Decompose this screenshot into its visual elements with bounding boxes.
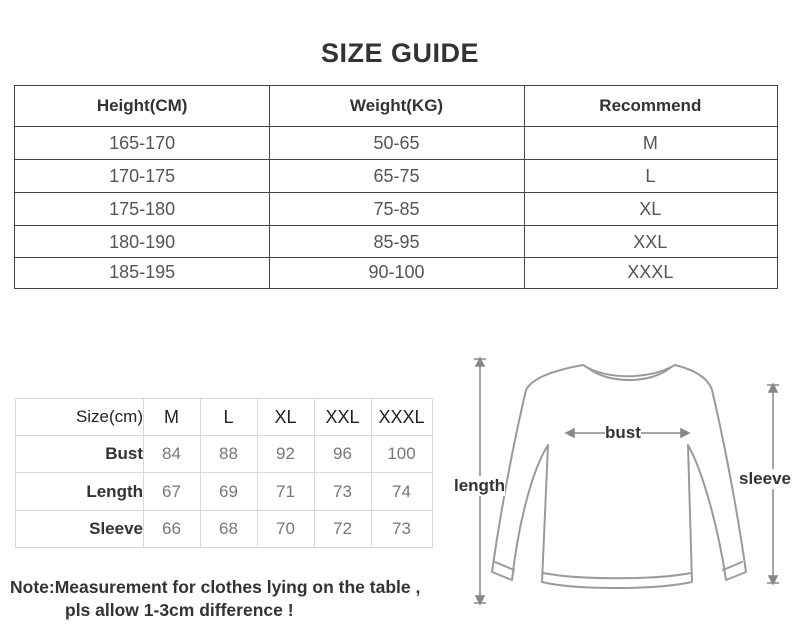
- measure-value: 72: [333, 519, 352, 538]
- weight-cell: 50-65: [373, 132, 420, 153]
- measurement-note: [10, 576, 420, 622]
- measure-value: 70: [276, 519, 295, 538]
- measure-value: 68: [219, 519, 238, 538]
- measure-value: 88: [219, 444, 238, 463]
- weight-cell: 90-100: [368, 262, 425, 282]
- measure-value: 74: [392, 482, 411, 501]
- measure-value: 84: [162, 444, 181, 463]
- shirt-measurement-diagram: [440, 350, 800, 610]
- height-cell: 165-170: [109, 132, 176, 153]
- row-label: Bust: [105, 444, 143, 463]
- weight-cell: 65-75: [373, 165, 420, 186]
- size-header-label: Size(cm): [75, 407, 143, 426]
- height-cell: 170-175: [109, 165, 176, 186]
- height-cell: 185-195: [109, 262, 176, 282]
- recommend-cell: XXXL: [627, 262, 674, 282]
- measure-value: 73: [333, 482, 352, 501]
- header-height: Height(CM): [96, 96, 188, 115]
- table-row: [15, 193, 777, 225]
- row-label: Length: [86, 482, 143, 501]
- measure-value: 73: [392, 519, 411, 538]
- measure-value: 69: [219, 482, 238, 501]
- note-line-2: pls allow 1-3cm difference !: [65, 600, 294, 620]
- recommend-cell: L: [645, 165, 656, 186]
- recommend-cell: XL: [639, 198, 662, 219]
- measure-value: 71: [276, 482, 295, 501]
- size-header-xxxl: XXXL: [378, 406, 425, 427]
- table-row: [15, 160, 777, 192]
- header-recommend: Recommend: [599, 96, 702, 115]
- table-row: [15, 258, 777, 287]
- measure-value: 100: [387, 444, 416, 463]
- table-row: [15, 127, 777, 159]
- measure-value: 67: [162, 482, 181, 501]
- size-header-xl: XL: [274, 406, 297, 427]
- weight-cell: 85-95: [373, 231, 420, 252]
- size-header-l: L: [223, 406, 234, 427]
- measure-value: 96: [333, 444, 352, 463]
- measure-row-length: [15, 473, 433, 511]
- table-header-row: [15, 86, 777, 126]
- measure-value: 66: [162, 519, 181, 538]
- measure-row-bust: [15, 435, 433, 473]
- measure-value: 92: [276, 444, 295, 463]
- size-header-xxl: XXL: [325, 406, 360, 427]
- sleeve-label: sleeve: [739, 469, 791, 488]
- page-title: SIZE GUIDE: [320, 38, 480, 68]
- note-line-1: Note:Measurement for clothes lying on the table ,: [10, 577, 421, 597]
- measurement-table: [15, 398, 433, 548]
- size-header-m: M: [164, 406, 179, 427]
- length-label: length: [454, 476, 505, 495]
- recommend-cell: M: [642, 132, 658, 153]
- measure-row-sleeve: [15, 510, 433, 548]
- header-weight: Weight(KG): [349, 96, 444, 115]
- height-cell: 180-190: [109, 231, 176, 252]
- size-recommend-table: [14, 85, 778, 289]
- height-cell: 175-180: [109, 198, 176, 219]
- recommend-cell: XXL: [633, 231, 668, 252]
- row-label: Sleeve: [89, 519, 143, 538]
- weight-cell: 75-85: [373, 198, 420, 219]
- measure-header-row: [15, 398, 433, 436]
- table-row: [15, 226, 777, 258]
- bust-label: bust: [605, 423, 641, 442]
